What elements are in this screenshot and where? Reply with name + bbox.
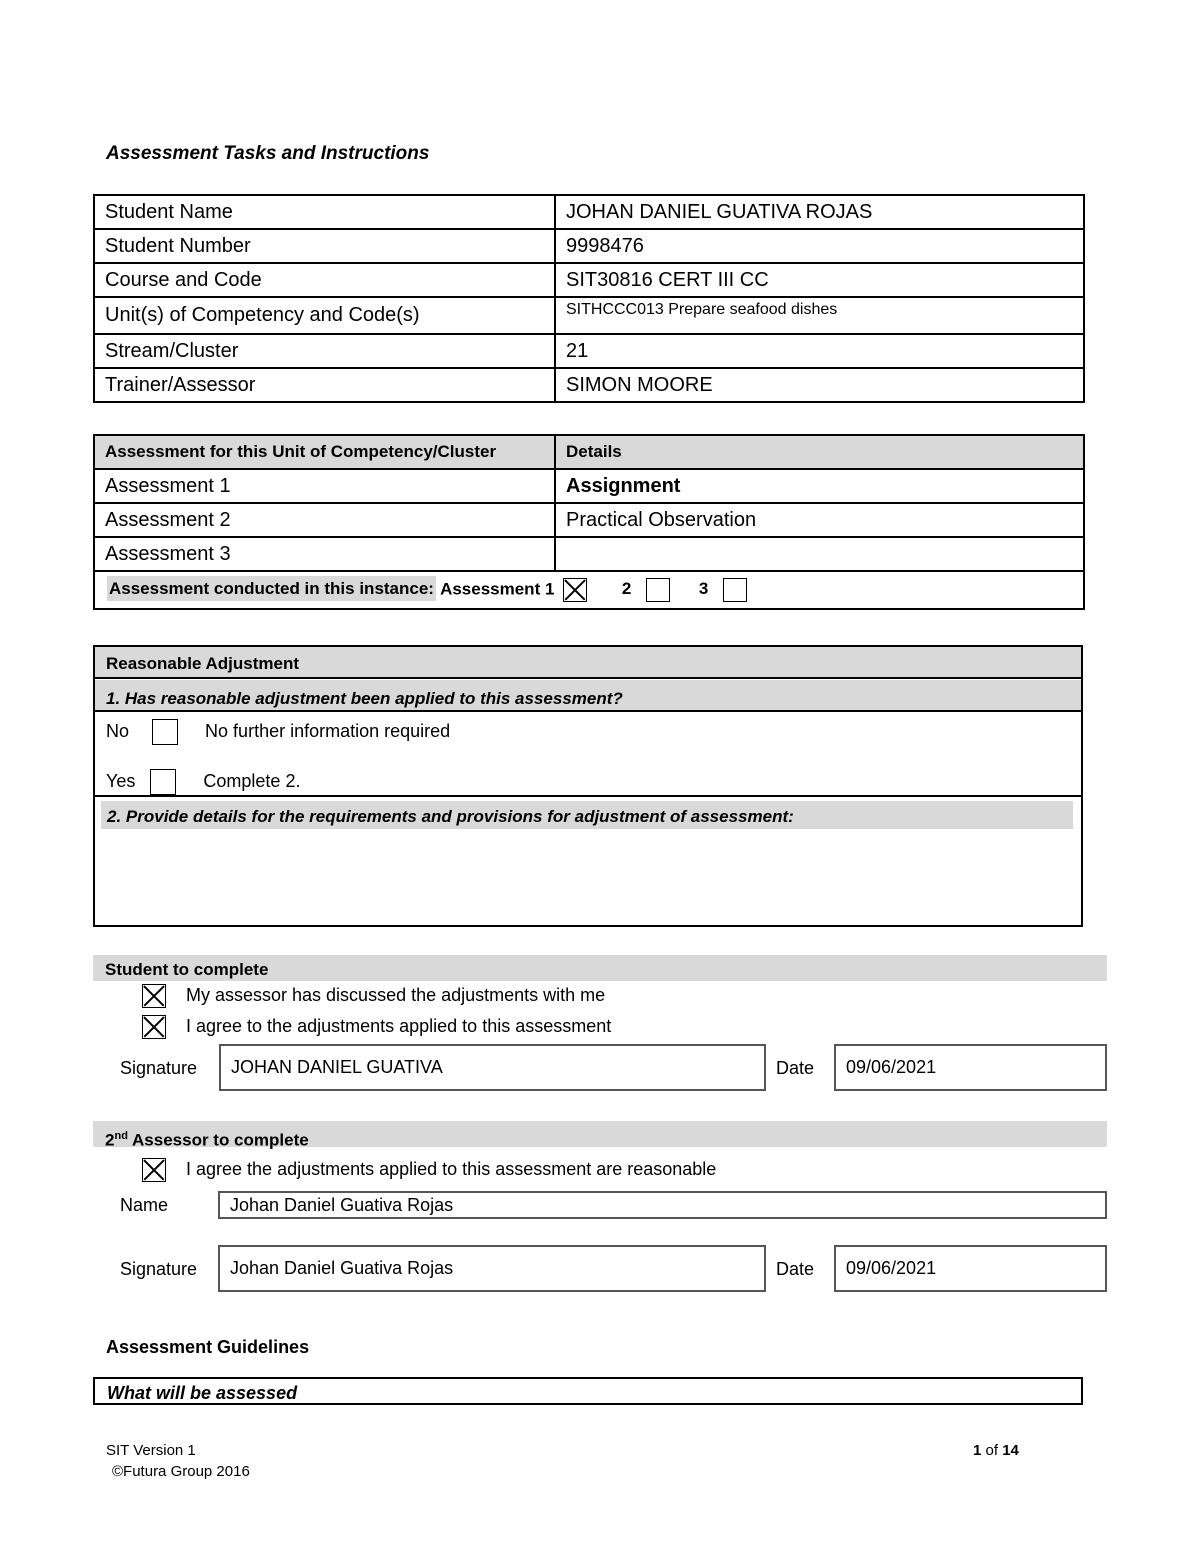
page-number <box>973 1442 1019 1459</box>
assessment-conducted-row <box>94 571 1084 609</box>
assessment-2-checkbox[interactable] <box>646 578 670 602</box>
page-current: 1 <box>973 1442 982 1459</box>
student-signature-field[interactable]: JOHAN DANIEL GUATIVA <box>219 1044 766 1091</box>
student-name-value: JOHAN DANIEL GUATIVA ROJAS <box>555 195 1084 229</box>
table-row <box>94 334 1084 368</box>
table-row <box>94 469 1084 503</box>
table-row <box>94 503 1084 537</box>
no-checkbox[interactable] <box>152 719 178 745</box>
assessor-date-label: Date <box>776 1259 815 1279</box>
table-row <box>94 368 1084 402</box>
student-signature-label: Signature <box>120 1058 198 1078</box>
student-number-label: Student Number <box>94 229 555 263</box>
assessor-date-field[interactable]: 09/06/2021 <box>834 1245 1107 1292</box>
student-check-1-label: My assessor has discussed the adjustments with me <box>186 984 606 1005</box>
student-check-1-row <box>142 984 605 1008</box>
student-number-value: 9998476 <box>555 229 1084 263</box>
reasonable-adjustment-box <box>93 645 1083 927</box>
assessment-1-checkbox[interactable] <box>563 578 587 602</box>
assessor-section-header <box>93 1121 1107 1150</box>
assessment-2-label: Assessment 2 <box>94 503 555 537</box>
student-check-2-row <box>142 1015 611 1039</box>
assessor-header-sup: nd <box>114 1130 128 1142</box>
student-date-label: Date <box>776 1058 815 1078</box>
unit-competency-value: SITHCCC013 Prepare seafood dishes <box>555 297 1084 334</box>
assessment-header-left: Assessment for this Unit of Competency/Cluster <box>94 435 555 469</box>
assessment-header-right: Details <box>555 435 1084 469</box>
student-date-field[interactable]: 09/06/2021 <box>834 1044 1107 1091</box>
assessment-table <box>93 434 1085 610</box>
conducted-assessment-1-label: Assessment 1 <box>440 579 555 599</box>
reasonable-adjustment-header: Reasonable Adjustment <box>95 647 1081 679</box>
assessment-1-value: Assignment <box>555 469 1084 503</box>
assessment-1-label: Assessment 1 <box>94 469 555 503</box>
assessor-signature-field[interactable]: Johan Daniel Guativa Rojas <box>218 1245 766 1292</box>
assessment-3-value <box>555 537 1084 571</box>
assessment-3-label: Assessment 3 <box>94 537 555 571</box>
assessment-2-value: Practical Observation <box>555 503 1084 537</box>
page-total: 14 <box>1002 1442 1019 1459</box>
conducted-assessment-3-label: 3 <box>698 579 709 599</box>
no-label: No <box>106 720 130 741</box>
unit-competency-label: Unit(s) of Competency and Code(s) <box>94 297 555 334</box>
assessor-check-row <box>142 1158 716 1182</box>
table-row <box>94 537 1084 571</box>
what-will-be-assessed: What will be assessed <box>93 1377 1083 1405</box>
table-row <box>94 297 1084 334</box>
course-code-value: SIT30816 CERT III CC <box>555 263 1084 297</box>
assessment-3-checkbox[interactable] <box>723 578 747 602</box>
divider <box>95 795 1081 797</box>
student-check-2-checkbox[interactable] <box>142 1015 166 1039</box>
assessor-check-checkbox[interactable] <box>142 1158 166 1182</box>
yes-checkbox[interactable] <box>150 769 176 795</box>
conducted-assessment-2-label: 2 <box>621 579 632 599</box>
footer-copyright: ©Futura Group 2016 <box>112 1463 250 1480</box>
trainer-assessor-value: SIMON MOORE <box>555 368 1084 402</box>
student-info-table <box>93 194 1085 403</box>
yes-label: Yes <box>106 770 136 791</box>
table-header-row <box>94 435 1084 469</box>
student-check-1-checkbox[interactable] <box>142 984 166 1008</box>
adjustment-question-1: 1. Has reasonable adjustment been applied to this assessment? <box>95 680 1081 712</box>
assessor-check-label: I agree the adjustments applied to this assessment are reasonable <box>186 1158 717 1179</box>
table-row <box>94 195 1084 229</box>
stream-cluster-label: Stream/Cluster <box>94 334 555 368</box>
page-title: Assessment Tasks and Instructions <box>106 143 430 164</box>
student-name-label: Student Name <box>94 195 555 229</box>
footer-version: SIT Version 1 <box>106 1442 196 1459</box>
assessor-signature-label: Signature <box>120 1259 198 1279</box>
student-section-header: Student to complete <box>93 955 1107 981</box>
yes-note: Complete 2. <box>203 770 301 791</box>
assessor-name-field[interactable]: Johan Daniel Guativa Rojas <box>218 1191 1107 1219</box>
adjustment-question-2: 2. Provide details for the requirements and provisions for adjustment of assessment: <box>101 801 1073 829</box>
adjustment-no-row <box>106 719 450 745</box>
table-row <box>94 229 1084 263</box>
table-row <box>94 263 1084 297</box>
trainer-assessor-label: Trainer/Assessor <box>94 368 555 402</box>
adjustment-yes-row <box>106 769 300 795</box>
assessor-name-label: Name <box>120 1195 169 1215</box>
assessment-conducted-label: Assessment conducted in this instance: <box>107 576 436 601</box>
stream-cluster-value: 21 <box>555 334 1084 368</box>
course-code-label: Course and Code <box>94 263 555 297</box>
assessment-guidelines-title: Assessment Guidelines <box>106 1337 310 1357</box>
page-of: of <box>981 1442 1003 1459</box>
assessor-header-rest: Assessor to complete <box>127 1130 309 1150</box>
table-row <box>94 571 1084 609</box>
student-check-2-label: I agree to the adjustments applied to this assessment <box>186 1015 612 1036</box>
no-note: No further information required <box>205 720 451 741</box>
assessor-header-num: 2 <box>105 1130 115 1150</box>
